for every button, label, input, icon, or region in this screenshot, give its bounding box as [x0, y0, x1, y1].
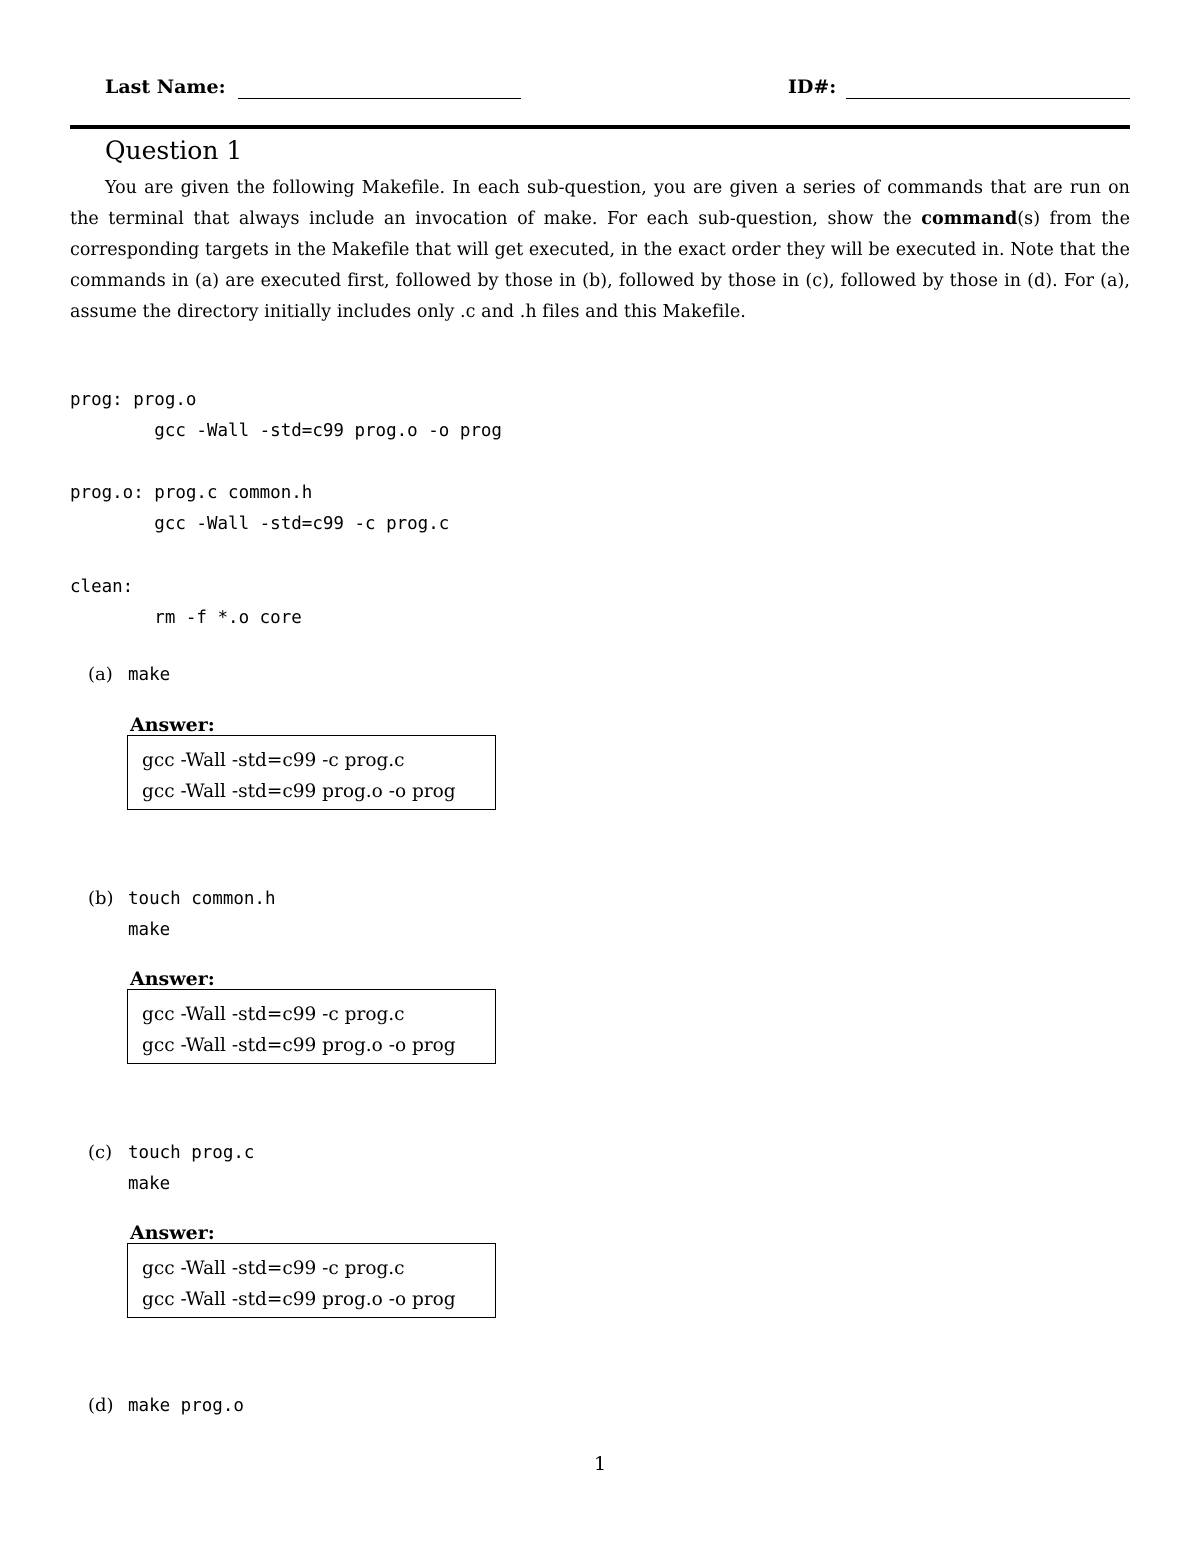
id-blank	[846, 98, 1130, 99]
answer-line: gcc -Wall -std=c99 -c prog.c	[142, 750, 405, 771]
last-name-blank	[238, 98, 521, 99]
makefile-line: prog: prog.o	[70, 390, 197, 410]
makefile-line: prog.o: prog.c common.h	[70, 483, 313, 503]
makefile-line: gcc -Wall -std=c99 prog.o -o prog	[70, 421, 502, 441]
subquestion-d-label: (d)	[88, 1395, 114, 1416]
makefile-line: gcc -Wall -std=c99 -c prog.c	[70, 514, 450, 534]
answer-line: gcc -Wall -std=c99 prog.o -o prog	[142, 1035, 456, 1056]
id-label: ID#:	[788, 76, 837, 98]
subquestion-a-command: make	[128, 665, 171, 685]
subquestion-c-command: make	[128, 1174, 171, 1194]
intro-text-start: You are given the following Makefile. In each sub-question, you are given a series of commands that are run on the terminal that always include an invocation of make. For each sub-question, show the	[70, 178, 1130, 229]
answer-line: gcc -Wall -std=c99 prog.o -o prog	[142, 781, 456, 802]
subquestion-a-answer-box	[127, 735, 496, 810]
answer-line: gcc -Wall -std=c99 -c prog.c	[142, 1004, 405, 1025]
page-number: 1	[593, 1453, 607, 1475]
subquestion-b-answer-box	[127, 989, 496, 1064]
question-title: Question 1	[105, 136, 243, 165]
last-name-label: Last Name:	[105, 76, 226, 98]
subquestion-c-label: (c)	[88, 1142, 113, 1163]
subquestion-b-answer-label: Answer:	[130, 968, 215, 990]
subquestion-a-label: (a)	[88, 664, 113, 685]
question-intro	[70, 173, 1130, 328]
subquestion-b-command: make	[128, 920, 171, 940]
makefile-line: rm -f *.o core	[70, 608, 302, 628]
answer-line: gcc -Wall -std=c99 -c prog.c	[142, 1258, 405, 1279]
subquestion-b-command: touch common.h	[128, 889, 276, 909]
subquestion-c-command: touch prog.c	[128, 1143, 255, 1163]
subquestion-c-answer-label: Answer:	[130, 1222, 215, 1244]
makefile-line: clean:	[70, 577, 134, 597]
header-rule	[70, 125, 1130, 129]
subquestion-d-command: make prog.o	[128, 1396, 244, 1416]
subquestion-b-label: (b)	[88, 888, 114, 909]
subquestion-a-answer-label: Answer:	[130, 714, 215, 736]
subquestion-c-answer-box	[127, 1243, 496, 1318]
intro-text-end: (s) from the corresponding targets in the Makefile that will get executed, in the exact order they will be executed in. Note that the commands in (a) are executed first, followed by those in (b), followed by those in (c), followed by those in (d). For (a), assume the directory initially includes only .c and .h files and this Makefile.	[70, 209, 1131, 322]
intro-bold-command: command	[921, 209, 1018, 229]
answer-line: gcc -Wall -std=c99 prog.o -o prog	[142, 1289, 456, 1310]
